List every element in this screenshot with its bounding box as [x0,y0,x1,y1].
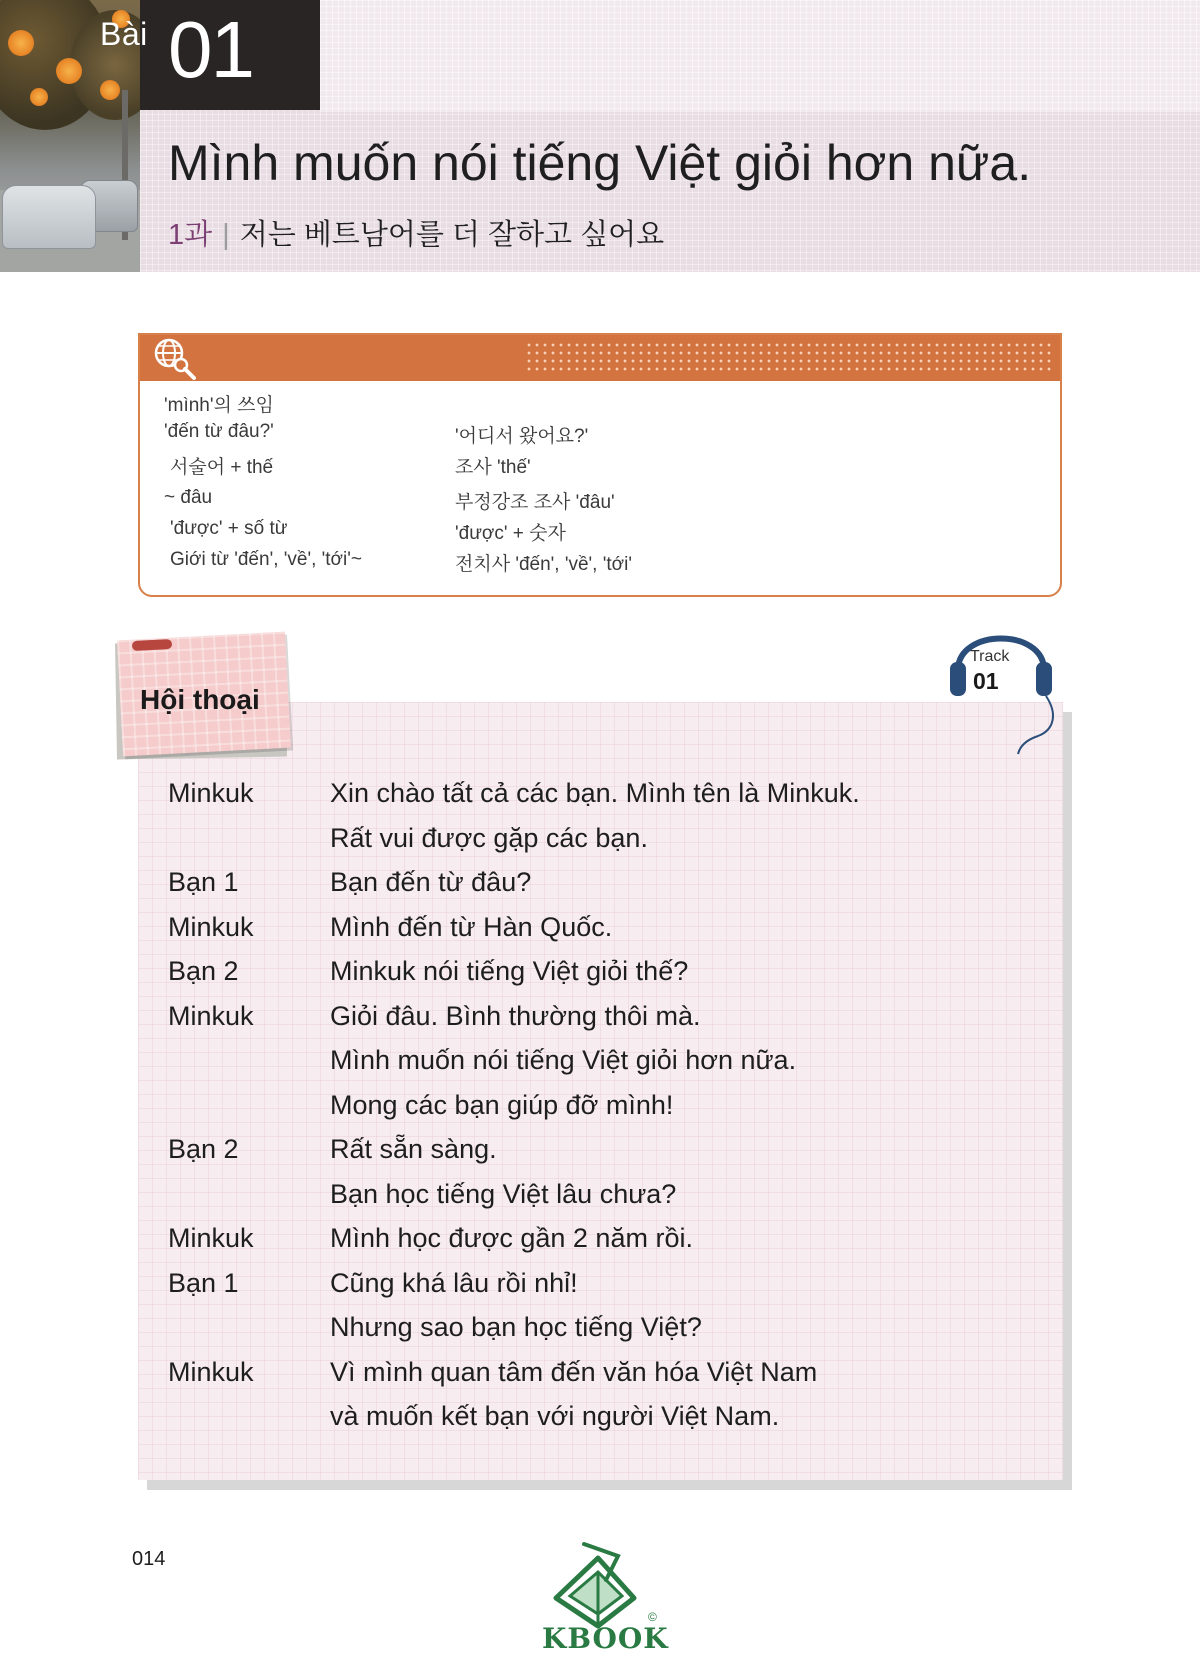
grammar-item-left: 'mình'의 쓰임 [164,395,274,416]
lesson-number: 01 [168,5,253,94]
dialogue-line: Bạn học tiếng Việt lâu chưa? [330,1179,677,1209]
grammar-item-right: '어디서 왔어요?' [455,426,589,447]
dialogue-speaker: Minkuk [168,1001,254,1031]
dialogue-speaker: Minkuk [168,912,254,942]
title-band-top [320,0,1200,112]
dialogue-line: Vì mình quan tâm đến văn hóa Việt Nam [330,1357,818,1387]
header-dot-pattern [525,341,1055,375]
grammar-item-left: ~ đâu [164,487,213,508]
page-number: 014 [132,1548,166,1570]
subtitle-separator: | [222,219,230,251]
grammar-item-left: 'được' + số từ [170,518,288,539]
grammar-box-header [140,335,1060,381]
dialogue-line: Rất vui được gặp các bạn. [330,823,648,853]
track-label: Track [970,648,1010,665]
section-title: Hội thoại [140,684,260,715]
kbook-logo-text: KBOOK [542,1622,669,1655]
dialogue-speaker: Bạn 1 [168,867,239,897]
clip-icon [132,639,172,651]
dialogue-line: Xin chào tất cả các bạn. Mình tên là Minkuk. [330,778,860,808]
dialogue-line: Cũng khá lâu rồi nhỉ! [330,1268,578,1298]
grammar-item-right: 조사 'thế' [455,457,531,478]
dialogue-speaker: Bạn 2 [168,956,239,986]
grammar-item-left: 'đến từ đâu?' [164,421,274,442]
dialogue-line: và muốn kết bạn với người Việt Nam. [330,1401,780,1431]
grammar-item-left: 서술어 + thế [170,457,274,478]
grammar-item-right: 'được' + 숫자 [455,523,566,544]
dialogue-speaker: Bạn 1 [168,1268,239,1298]
dialogue-speaker: Minkuk [168,778,254,808]
lesson-subtitle [168,212,664,253]
globe-search-icon [148,331,198,381]
copyright-mark: © [648,1610,657,1624]
dialogue-line: Bạn đến từ đâu? [330,867,532,897]
dialogue-line: Mong các bạn giúp đỡ mình! [330,1090,674,1120]
dialogue-line: Mình học được gần 2 năm rồi. [330,1223,693,1253]
dialogue-line: Giỏi đâu. Bình thường thôi mà. [330,1001,701,1031]
subtitle-text: 저는 베트남어를 더 잘하고 싶어요 [239,219,665,251]
dialogue-speaker: Minkuk [168,1357,254,1387]
track-number: 01 [973,668,999,694]
dialogue-line: Mình đến từ Hàn Quốc. [330,912,613,942]
grammar-item-right: 부정강조 조사 'đâu' [455,492,615,513]
dialogue-speaker: Minkuk [168,1223,254,1253]
dialogue-line: Mình muốn nói tiếng Việt giỏi hơn nữa. [330,1045,797,1075]
headphones-icon[interactable] [946,618,1056,758]
dialogue-line: Nhưng sao bạn học tiếng Việt? [330,1312,702,1342]
lesson-label: Bài [100,16,148,52]
grammar-item-left: Giới từ 'đến', 'về', 'tới'~ [170,549,362,570]
grammar-item-right: 전치사 'đến', 'về', 'tới' [455,554,632,575]
dialogue-line: Minkuk nói tiếng Việt giỏi thế? [330,956,689,986]
dialogue-line: Rất sẵn sàng. [330,1134,497,1164]
lesson-title: Mình muốn nói tiếng Việt giỏi hơn nữa. [168,135,1032,191]
dialogue-speaker: Bạn 2 [168,1134,239,1164]
subtitle-lesson-number: 1과 [168,219,213,251]
